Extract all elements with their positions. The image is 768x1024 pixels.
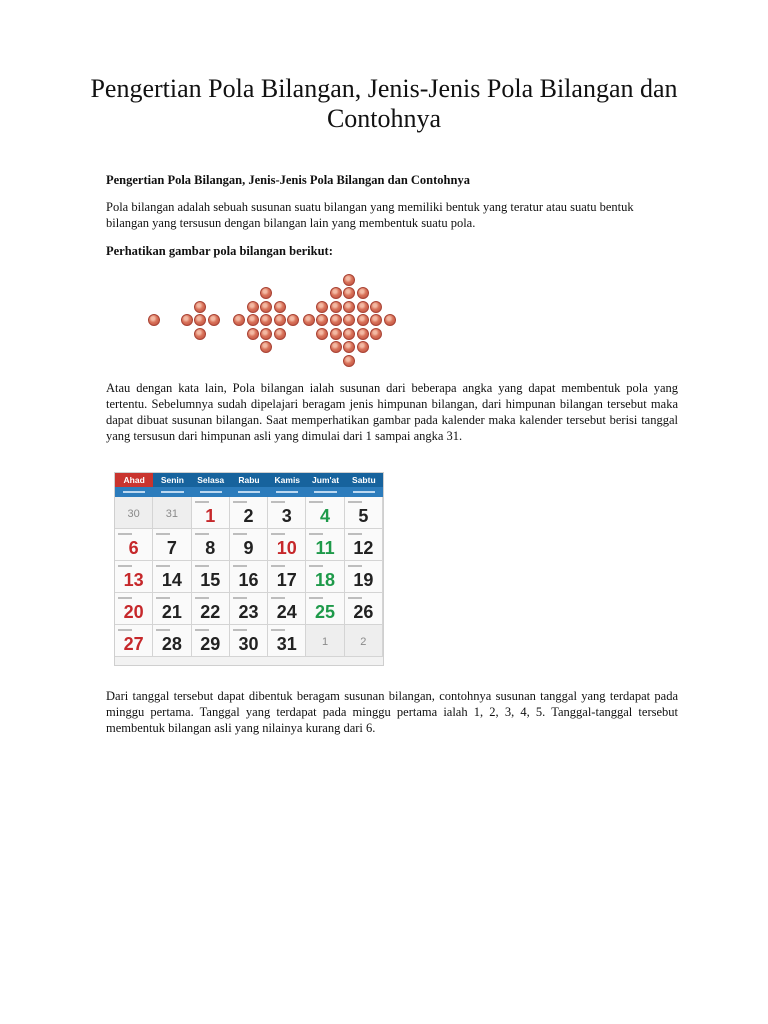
paragraph-conclusion: Dari tanggal tersebut dapat dibentuk beragam susunan bilangan, contohnya susunan tanggal yang terdapat pada minggu pertama. Tanggal yang terdapat pada minggu pertama ialah 1, 2, 3, 4, 5. Tanggal-tanggal tersebut membentuk bilangan asli yang nilainya kurang dari 6. bbox=[106, 689, 678, 735]
hijri-date-mark bbox=[118, 597, 132, 599]
calendar-cell bbox=[192, 529, 230, 561]
calendar-day-label: Selasa bbox=[197, 475, 225, 485]
pattern-dot bbox=[343, 287, 355, 299]
calendar-cell bbox=[306, 529, 344, 561]
hijri-date-mark bbox=[156, 565, 170, 567]
pattern-dot bbox=[260, 301, 272, 313]
calendar-date-number: 7 bbox=[166, 538, 177, 558]
pattern-dot bbox=[194, 301, 206, 313]
calendar-date-number: 5 bbox=[358, 506, 369, 526]
pattern-dot bbox=[330, 328, 342, 340]
calendar-cell bbox=[153, 529, 191, 561]
hijri-date-mark bbox=[271, 501, 285, 503]
calendar-arabic-row bbox=[115, 487, 383, 497]
hijri-date-mark bbox=[233, 629, 247, 631]
pattern-dot bbox=[260, 341, 272, 353]
calendar-cell bbox=[268, 497, 306, 529]
calendar-cell bbox=[306, 497, 344, 529]
pattern-dot bbox=[260, 314, 272, 326]
pattern-dot bbox=[343, 274, 355, 286]
paragraph-figure-intro: Perhatikan gambar pola bilangan berikut: bbox=[106, 244, 333, 258]
calendar-date-number: 26 bbox=[353, 602, 374, 622]
pattern-dot bbox=[247, 328, 259, 340]
calendar-date-number: 25 bbox=[315, 602, 336, 622]
pattern-dot bbox=[330, 341, 342, 353]
calendar-date-number: 3 bbox=[281, 506, 292, 526]
pattern-dot bbox=[357, 287, 369, 299]
hijri-date-mark bbox=[156, 533, 170, 535]
calendar-cell bbox=[306, 593, 344, 625]
calendar-date-number: 4 bbox=[320, 506, 331, 526]
calendar-date-number: 21 bbox=[161, 602, 182, 622]
calendar-date-number: 9 bbox=[243, 538, 254, 558]
pattern-dot bbox=[357, 328, 369, 340]
calendar-date-number: 2 bbox=[243, 506, 254, 526]
pattern-dot bbox=[316, 328, 328, 340]
calendar-date-number: 13 bbox=[123, 570, 144, 590]
hijri-date-mark bbox=[348, 597, 362, 599]
pattern-dot bbox=[370, 301, 382, 313]
pattern-dot bbox=[370, 314, 382, 326]
pattern-dot bbox=[330, 314, 342, 326]
calendar-cell bbox=[345, 561, 383, 593]
calendar-date-number: 30 bbox=[238, 634, 259, 654]
pattern-dot bbox=[357, 301, 369, 313]
hijri-date-mark bbox=[233, 597, 247, 599]
pattern-dot bbox=[181, 314, 193, 326]
pattern-dot bbox=[343, 314, 355, 326]
calendar-date-number: 1 bbox=[205, 506, 216, 526]
hijri-date-mark bbox=[271, 597, 285, 599]
pattern-dot bbox=[194, 314, 206, 326]
section-subheading: Pengertian Pola Bilangan, Jenis-Jenis Pola Bilangan dan Contohnya bbox=[106, 173, 470, 187]
calendar-date-number: 28 bbox=[161, 634, 182, 654]
calendar-date-number: 20 bbox=[123, 602, 144, 622]
calendar-cell bbox=[230, 593, 268, 625]
pattern-dot bbox=[274, 301, 286, 313]
calendar-cell bbox=[268, 593, 306, 625]
hijri-date-mark bbox=[118, 565, 132, 567]
calendar-cell bbox=[230, 529, 268, 561]
pattern-dot bbox=[194, 328, 206, 340]
calendar-cell bbox=[230, 497, 268, 529]
calendar-date-number: 22 bbox=[200, 602, 221, 622]
calendar-cell bbox=[230, 561, 268, 593]
calendar-date-number: 16 bbox=[238, 570, 259, 590]
paragraph-definition: Pola bilangan adalah sebuah susunan suatu bilangan yang memiliki bentuk yang teratur atau suatu bentuk bilangan yang tersusun dengan bilangan lain yang membentuk suatu pola. bbox=[106, 200, 634, 230]
hijri-date-mark bbox=[271, 629, 285, 631]
pattern-dot bbox=[247, 314, 259, 326]
calendar-date-number: 17 bbox=[276, 570, 297, 590]
calendar-date-number: 19 bbox=[353, 570, 374, 590]
calendar-cell bbox=[345, 497, 383, 529]
calendar-cell bbox=[153, 625, 191, 657]
calendar-date-number: 18 bbox=[315, 570, 336, 590]
calendar-cell bbox=[268, 625, 306, 657]
calendar-cell bbox=[115, 529, 153, 561]
calendar-cell bbox=[268, 529, 306, 561]
calendar-cell bbox=[115, 625, 153, 657]
calendar-day-header bbox=[115, 473, 383, 487]
hijri-date-mark bbox=[348, 533, 362, 535]
pattern-dot bbox=[274, 314, 286, 326]
pattern-dot bbox=[316, 314, 328, 326]
pattern-dot bbox=[316, 301, 328, 313]
calendar-date-number: 11 bbox=[315, 538, 335, 558]
calendar-day-label: Sabtu bbox=[352, 475, 376, 485]
pattern-dot bbox=[330, 301, 342, 313]
calendar-date-number: 14 bbox=[161, 570, 182, 590]
calendar-day-label: Rabu bbox=[238, 475, 260, 485]
hijri-date-mark bbox=[309, 597, 323, 599]
calendar-cell bbox=[115, 497, 153, 529]
calendar-date-number: 2 bbox=[360, 636, 367, 648]
pattern-dot bbox=[384, 314, 396, 326]
hijri-date-mark bbox=[195, 501, 209, 503]
hijri-date-mark bbox=[156, 597, 170, 599]
hijri-date-mark bbox=[233, 565, 247, 567]
hijri-date-mark bbox=[118, 629, 132, 631]
pattern-dot bbox=[208, 314, 220, 326]
pattern-dot bbox=[247, 301, 259, 313]
calendar-date-number: 24 bbox=[276, 602, 297, 622]
calendar-date-number: 12 bbox=[353, 538, 374, 558]
calendar-day-label: Senin bbox=[160, 475, 184, 485]
calendar-cell bbox=[306, 625, 344, 657]
calendar-day-label: Ahad bbox=[115, 473, 153, 487]
calendar-cell bbox=[115, 561, 153, 593]
calendar-date-grid bbox=[115, 497, 383, 657]
calendar-cell bbox=[192, 593, 230, 625]
calendar-cell bbox=[230, 625, 268, 657]
hijri-date-mark bbox=[309, 501, 323, 503]
calendar-cell bbox=[345, 625, 383, 657]
calendar-date-number: 31 bbox=[165, 508, 179, 520]
hijri-date-mark bbox=[271, 565, 285, 567]
pattern-dot bbox=[233, 314, 245, 326]
calendar-date-number: 30 bbox=[127, 508, 140, 520]
pattern-dot bbox=[303, 314, 315, 326]
calendar-cell bbox=[192, 625, 230, 657]
calendar-cell bbox=[192, 497, 230, 529]
calendar-image bbox=[114, 472, 384, 666]
hijri-date-mark bbox=[156, 629, 170, 631]
calendar-cell bbox=[192, 561, 230, 593]
calendar-cell bbox=[153, 593, 191, 625]
calendar-date-number: 10 bbox=[276, 538, 297, 558]
hijri-date-mark bbox=[309, 565, 323, 567]
hijri-date-mark bbox=[271, 533, 285, 535]
calendar-date-number: 31 bbox=[276, 634, 297, 654]
page-title: Pengertian Pola Bilangan, Jenis-Jenis Pola Bilangan dan Contohnya bbox=[90, 74, 678, 133]
paragraph-explanation: Atau dengan kata lain, Pola bilangan ialah susunan dari beberapa angka yang dapat membentuk pola yang tertentu. Sebelumnya sudah dipelajari beragam jenis himpunan bilangan, dari himpunan bilangan tersebut maka dapat dibuat susunan bilangan. Saat memperhatikan gambar pada kalender maka kalender tersebut berisi tanggal yang tersusun dari himpunan asli yang dimulai dari 1 sampai angka 31. bbox=[106, 381, 678, 443]
calendar-day-label: Kamis bbox=[274, 475, 301, 485]
pattern-dot bbox=[370, 328, 382, 340]
hijri-date-mark bbox=[348, 565, 362, 567]
pattern-dot bbox=[287, 314, 299, 326]
calendar-date-number: 8 bbox=[205, 538, 216, 558]
calendar-cell bbox=[268, 561, 306, 593]
pattern-dot bbox=[260, 328, 272, 340]
calendar-date-number: 1 bbox=[322, 636, 329, 648]
calendar-cell bbox=[115, 593, 153, 625]
pattern-dot bbox=[148, 314, 160, 326]
pattern-dot bbox=[357, 341, 369, 353]
calendar-cell bbox=[306, 561, 344, 593]
hijri-date-mark bbox=[195, 565, 209, 567]
calendar-cell bbox=[153, 561, 191, 593]
hijri-date-mark bbox=[233, 501, 247, 503]
calendar-date-number: 15 bbox=[200, 570, 221, 590]
hijri-date-mark bbox=[118, 533, 132, 535]
dot-pattern-figure bbox=[140, 286, 420, 358]
hijri-date-mark bbox=[195, 597, 209, 599]
calendar-cell bbox=[345, 593, 383, 625]
pattern-dot bbox=[343, 301, 355, 313]
calendar-date-number: 6 bbox=[128, 538, 139, 558]
hijri-date-mark bbox=[348, 501, 362, 503]
calendar-date-number: 23 bbox=[238, 602, 259, 622]
hijri-date-mark bbox=[309, 533, 323, 535]
hijri-date-mark bbox=[195, 533, 209, 535]
pattern-dot bbox=[343, 355, 355, 367]
hijri-date-mark bbox=[233, 533, 247, 535]
calendar-day-label: Jum'at bbox=[312, 475, 340, 485]
calendar-cell bbox=[153, 497, 191, 529]
pattern-dot bbox=[330, 287, 342, 299]
calendar-cell bbox=[345, 529, 383, 561]
pattern-dot bbox=[343, 328, 355, 340]
pattern-dot bbox=[343, 341, 355, 353]
pattern-dot bbox=[274, 328, 286, 340]
calendar-date-number: 27 bbox=[123, 634, 144, 654]
pattern-dot bbox=[260, 287, 272, 299]
pattern-dot bbox=[357, 314, 369, 326]
calendar-date-number: 29 bbox=[200, 634, 221, 654]
hijri-date-mark bbox=[195, 629, 209, 631]
